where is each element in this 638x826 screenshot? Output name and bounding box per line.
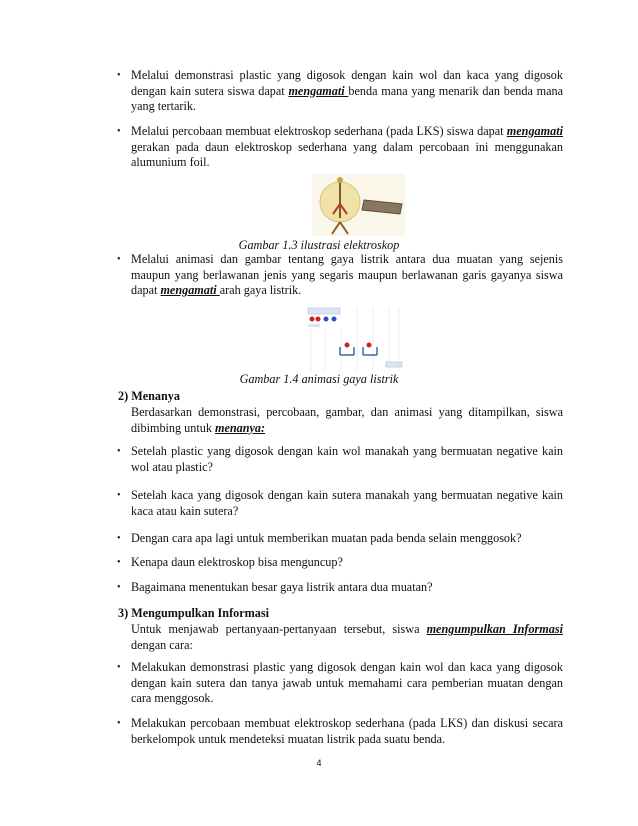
list-item-text: Setelah kaca yang digosok dengan kain sutera manakah yang bermuatan negative kain kaca atau kain sutera? (131, 488, 563, 518)
list-item-text: Melakukan percobaan membuat elektroskop sederhana (pada LKS) dan diskusi secara berkelompok untuk mendeteksi muatan listrik pada suatu benda. (131, 716, 563, 746)
list-item-text: gerakan pada daun elektroskop sederhana yang dalam percobaan ini menggunakan alumunium foil. (131, 139, 563, 170)
list-item-text: benda mana yang menarik dan benda mana yang tertarik. (131, 83, 563, 114)
keyword-emphasis: menanya: (214, 420, 266, 435)
charge-icon (310, 317, 315, 322)
charge-icon (332, 317, 337, 322)
list-item (117, 124, 563, 171)
keyword-emphasis: mengumpulkan Informasi (426, 622, 563, 636)
intro-text: Untuk menjawab pertanyaan-pertanyaan tersebut, siswa (131, 622, 427, 636)
keyword-emphasis: mengamati (160, 283, 220, 298)
section-intro (131, 405, 563, 436)
section-intro (131, 622, 563, 653)
section-heading: 2) Menanya (118, 389, 180, 403)
list-item-text: Bagaimana menentukan besar gaya listrik antara dua muatan? (131, 580, 433, 594)
section-heading: 3) Mengumpulkan Informasi (118, 606, 270, 620)
list-item (117, 580, 563, 596)
bullet-icon: • (117, 582, 121, 593)
keyword-emphasis: mengamati (506, 124, 563, 138)
electroscope-knob (337, 177, 343, 183)
bullet-icon: • (117, 662, 121, 673)
bullet-icon: • (117, 490, 121, 501)
list-item-text: Kenapa daun elektroskop bisa menguncup? (131, 555, 343, 569)
list-item (117, 68, 563, 115)
charge-icon (316, 317, 321, 322)
bullet-icon: • (117, 718, 121, 729)
list-item (117, 555, 563, 571)
bullet-icon: • (117, 254, 121, 265)
list-item-text: Melalui percobaan membuat elektroskop sederhana (pada LKS) siswa dapat (131, 124, 507, 138)
intro-text: Berdasarkan demonstrasi, percobaan, gambar, dan animasi yang ditampilkan, siswa dibimbing untuk (131, 405, 563, 435)
control-panel (386, 362, 402, 367)
list-item-text: Melalui demonstrasi plastic yang digosok dengan kain wol dan kaca yang digosok dengan kain sutera siswa dapat (131, 68, 563, 98)
electric-force-animation (307, 307, 406, 371)
bullet-icon: • (117, 557, 121, 568)
keyword-emphasis: mengamati (288, 83, 349, 98)
charge-ball (345, 343, 350, 348)
control-panel (308, 324, 320, 327)
list-item-text: arah gaya listrik. (219, 283, 302, 298)
bullet-icon: • (117, 446, 121, 457)
charge-icon (324, 317, 329, 322)
list-item-text: Dengan cara apa lagi untuk memberikan muatan pada benda selain menggosok? (131, 531, 522, 545)
control-panel (308, 308, 340, 314)
list-item (117, 444, 563, 475)
bullet-icon: • (117, 533, 121, 544)
list-item-text: Melakukan demonstrasi plastic yang digosok dengan kain wol dan kaca yang digosok dengan kain sutera dan tanya jawab untuk memahami cara pemberian muatan dengan cara menggosok. (131, 660, 563, 706)
figure-caption: Gambar 1.4 animasi gaya listrik (239, 372, 399, 386)
list-item (117, 488, 563, 519)
list-item (117, 252, 563, 299)
figure-caption: Gambar 1.3 ilustrasi elektroskop (238, 238, 400, 252)
electroscope-illustration (312, 174, 405, 236)
list-item (117, 531, 563, 547)
list-item (117, 716, 563, 747)
bullet-icon: • (117, 70, 121, 81)
charge-ball (367, 343, 372, 348)
bullet-icon: • (117, 126, 121, 137)
list-item-text: Setelah plastic yang digosok dengan kain wol manakah yang bermuatan negative kain wol atau plastic? (131, 444, 563, 474)
list-item (117, 660, 563, 707)
intro-text: dengan cara: (131, 637, 193, 652)
list-item-text: Melalui animasi dan gambar tentang gaya listrik antara dua muatan yang sejenis maupun yang berlawanan jenis yang segaris maupun berlawanan garis gayanya siswa dapat (131, 252, 563, 298)
page-number: 4 (316, 758, 322, 768)
